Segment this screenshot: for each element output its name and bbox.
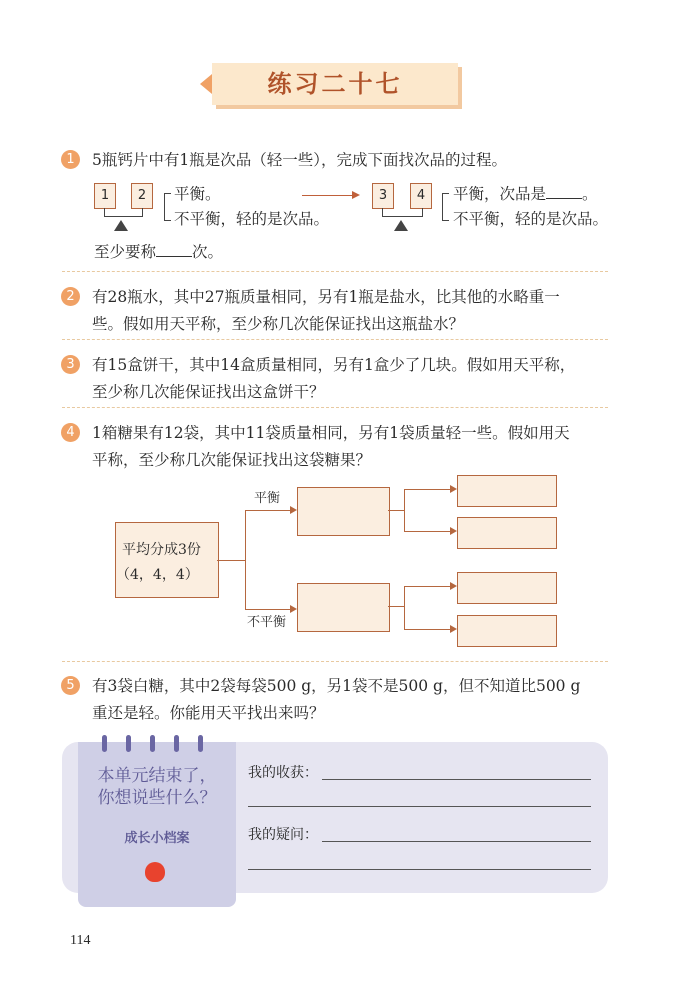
question-text: 平称，至少称几次能保证找出这袋糖果？ [92, 451, 372, 469]
ring-icon [126, 735, 131, 752]
scale-fulcrum-icon [114, 220, 128, 231]
balanced-label: 平衡 [254, 491, 281, 506]
unbalanced-text: 不平衡，轻的是次品。 [453, 210, 609, 228]
tree-line [404, 629, 450, 630]
unbalanced-label: 不平衡 [247, 615, 287, 630]
bottle-2: 2 [131, 183, 153, 209]
tree-root-box [115, 522, 219, 598]
arrow-head-icon [290, 605, 297, 613]
tree-line [217, 560, 245, 561]
gain-label: 我的收获： [248, 765, 318, 781]
balance-scale-icon [382, 208, 423, 217]
write-line[interactable] [248, 869, 591, 870]
tree-line [404, 489, 450, 490]
banner-arrow-icon [200, 74, 212, 94]
bottle-3: 3 [372, 183, 394, 209]
tree-line [245, 609, 291, 610]
times-label: 次。 [192, 243, 224, 261]
balanced-answer-line [453, 184, 598, 204]
answer-box[interactable] [457, 615, 557, 647]
tree-line [404, 489, 405, 532]
answer-box[interactable] [297, 487, 390, 536]
divider [62, 661, 608, 662]
question-text: 有3袋白糖，其中2袋每袋500 g，另1袋不是500 g，但不知道比500 g [92, 677, 581, 695]
page-number: 114 [70, 933, 91, 948]
tree-root-text: 平均分成3份 [122, 542, 201, 558]
balanced-text: 平衡。 [174, 185, 221, 203]
tree-line [404, 586, 405, 630]
arrow-head-icon [450, 582, 457, 590]
least-label: 至少要称 [94, 243, 157, 261]
ring-icon [150, 735, 155, 752]
bottle-1: 1 [94, 183, 116, 209]
answer-blank[interactable] [156, 242, 192, 257]
ring-icon [198, 735, 203, 752]
question-text: 重还是轻。你能用天平找出来吗？ [92, 704, 325, 722]
write-line[interactable] [322, 841, 591, 842]
tree-line [404, 586, 450, 587]
question-text: 1箱糖果有12袋，其中11袋质量相同，另有1袋质量轻一些。假如用天 [92, 424, 570, 442]
scale-fulcrum-icon [394, 220, 408, 231]
question-number: 4 [61, 423, 80, 442]
tree-line [388, 606, 404, 607]
question-label: 我的疑问： [248, 827, 318, 843]
answer-box[interactable] [457, 475, 557, 507]
bracket [164, 193, 171, 221]
balance-scale-icon [104, 208, 143, 217]
prompt-line: 本单元结束了， [97, 766, 217, 786]
question-text: 有15盒饼干，其中14盒质量相同，另有1盒少了几块。假如用天平称， [92, 356, 576, 374]
bracket [442, 193, 449, 221]
ring-icon [102, 735, 107, 752]
balanced-text: 平衡，次品是 [453, 185, 547, 203]
question-text: 5瓶钙片中有1瓶是次品（轻一些），完成下面找次品的过程。 [92, 151, 507, 169]
arrow-head-icon [352, 191, 360, 199]
answer-box[interactable] [457, 517, 557, 549]
write-line[interactable] [322, 779, 591, 780]
page-title: 练习二十七 [267, 69, 403, 98]
question-text: 至少称几次能保证找出这盒饼干？ [92, 383, 325, 401]
reflection-prompt [78, 765, 236, 809]
unbalanced-text: 不平衡，轻的是次品。 [174, 210, 330, 228]
question-number: 2 [61, 287, 80, 306]
ring-icon [174, 735, 179, 752]
question-text: 有28瓶水，其中27瓶质量相同，另有1瓶是盐水，比其他的水略重一 [92, 288, 560, 306]
tree-line [245, 510, 291, 511]
growth-archive-label: 成长小档案 [124, 831, 190, 846]
question-number: 1 [61, 150, 80, 169]
divider [62, 339, 608, 340]
tree-line [404, 531, 450, 532]
arrow-head-icon [450, 625, 457, 633]
answer-box[interactable] [297, 583, 390, 632]
question-number: 5 [61, 676, 80, 695]
tree-line [245, 510, 246, 610]
bottle-4: 4 [410, 183, 432, 209]
answer-blank[interactable] [546, 184, 582, 199]
write-line[interactable] [248, 806, 591, 807]
tree-line [388, 510, 404, 511]
least-times-line [94, 242, 223, 262]
question-number: 3 [61, 355, 80, 374]
answer-box[interactable] [457, 572, 557, 604]
prompt-line: 你想说些什么？ [97, 788, 217, 808]
flower-icon [145, 862, 165, 882]
arrow-head-icon [290, 506, 297, 514]
divider [62, 407, 608, 408]
tree-root-text: （4，4，4） [116, 567, 199, 583]
arrow-head-icon [450, 485, 457, 493]
divider [62, 271, 608, 272]
arrow-icon [302, 195, 352, 196]
arrow-head-icon [450, 527, 457, 535]
period: 。 [582, 185, 598, 203]
question-text: 些。假如用天平称，至少称几次能保证找出这瓶盐水？ [92, 315, 465, 333]
